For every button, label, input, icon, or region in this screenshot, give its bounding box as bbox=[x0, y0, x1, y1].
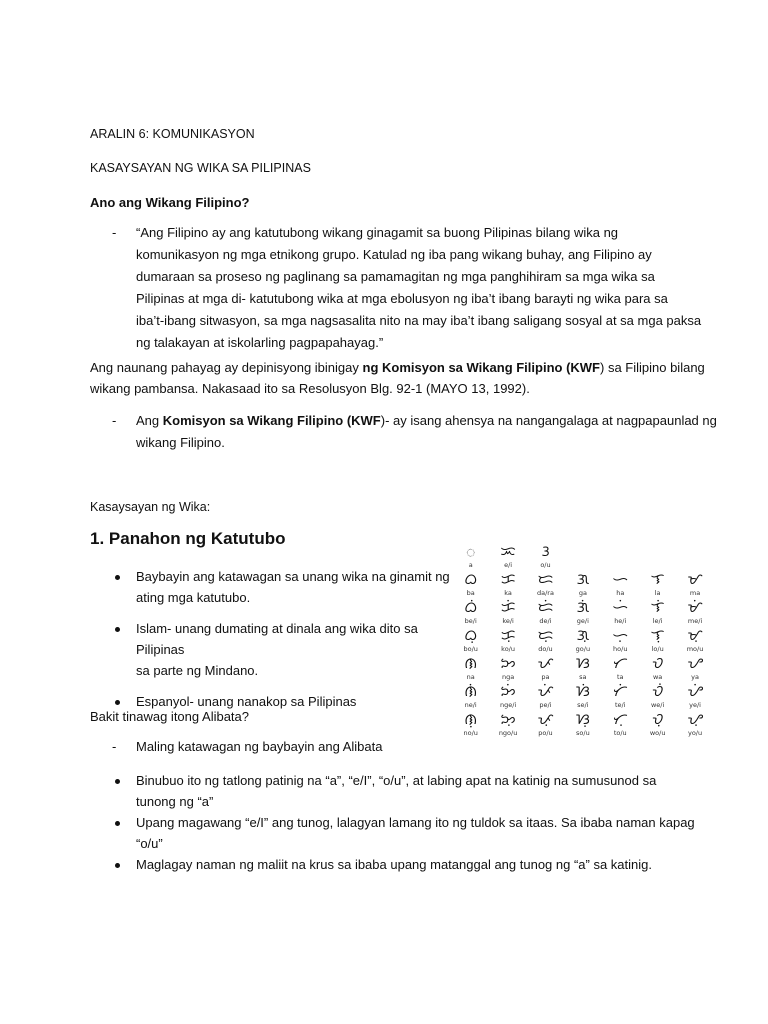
quote-line: iba’t-ibang sitwasyon, sa mga nagsasalita nito na may iba’t ibang saligang sosyal at sa mga paksa bbox=[136, 313, 702, 328]
glyph-caption: ha bbox=[616, 589, 625, 597]
quote-line: dumaraan sa proseso ng paglinang sa pamamagitan ng mga panghihiram sa mga wika sa bbox=[136, 269, 655, 284]
baybayin-glyph: ᜃᜒ bbox=[500, 598, 516, 616]
glyph-caption: e/i bbox=[504, 561, 513, 569]
quote-line: ng talakayan at iskolarling pagpapahayag.” bbox=[136, 335, 384, 350]
chart-cell bbox=[452, 542, 489, 570]
dash-marker: - bbox=[112, 739, 117, 754]
chart-cell bbox=[676, 654, 713, 682]
glyph-caption: ho/u bbox=[613, 645, 628, 653]
bottom-bullet-list bbox=[90, 770, 730, 875]
baybayin-glyph: ᜑᜒ bbox=[612, 598, 629, 616]
baybayin-glyph: ᜆ bbox=[612, 654, 628, 672]
chart-cell bbox=[639, 570, 676, 598]
bullet-line: Upang magawang “e/I” ang tunog, lalagyan lamang ito ng tuldok sa itaas. Sa ibaba naman kapag bbox=[136, 815, 695, 830]
glyph-caption: se/i bbox=[577, 701, 589, 709]
baybayin-glyph: ᜎ bbox=[650, 570, 665, 588]
baybayin-glyph: ᜌ bbox=[687, 654, 703, 672]
chart-cell bbox=[452, 682, 489, 710]
chart-cell bbox=[452, 626, 489, 654]
bullet-dot bbox=[115, 863, 120, 868]
kwf-line-1 bbox=[136, 410, 730, 432]
history-label: Kasaysayan ng Wika: bbox=[90, 500, 211, 514]
glyph-caption: na bbox=[466, 673, 475, 681]
alibata-list bbox=[90, 736, 490, 758]
chart-cell bbox=[676, 598, 713, 626]
glyph-caption: no/u bbox=[463, 729, 478, 737]
glyph-caption: nga bbox=[501, 673, 515, 681]
bullet-dot bbox=[115, 821, 120, 826]
chart-cell bbox=[676, 682, 713, 710]
glyph-caption: be/i bbox=[464, 617, 477, 625]
glyph-caption: ta bbox=[616, 673, 624, 681]
chart-cell bbox=[489, 710, 526, 738]
kwf-text: )- ay isang ahensya na nangangalaga at nagpapaunlad ng bbox=[380, 413, 717, 428]
bullet-dot bbox=[115, 779, 120, 784]
glyph-caption: te/i bbox=[614, 701, 626, 709]
chart-cell bbox=[564, 626, 601, 654]
chart-cell bbox=[602, 626, 639, 654]
glyph-caption: ba bbox=[466, 589, 475, 597]
baybayin-glyph: ᜃ bbox=[500, 570, 516, 588]
glyph-caption: wo/u bbox=[649, 729, 666, 737]
definition-bold: ng Komisyon sa Wikang Filipino (KWF bbox=[362, 360, 600, 375]
bullet-dot bbox=[115, 575, 120, 580]
baybayin-glyph: ᜄ bbox=[576, 570, 590, 588]
definition-text: Ang naunang pahayag ay depinisyong ibinigay bbox=[90, 360, 363, 375]
chart-cell bbox=[452, 654, 489, 682]
glyph-caption: to/u bbox=[613, 729, 627, 737]
alibata-item bbox=[90, 736, 490, 758]
bullet-dot bbox=[115, 700, 120, 705]
chart-cell bbox=[602, 710, 639, 738]
bottom-bullet bbox=[90, 854, 730, 875]
period-bullet-list bbox=[90, 566, 460, 712]
chart-cell bbox=[489, 570, 526, 598]
baybayin-glyph: ᜆᜓ bbox=[612, 710, 628, 728]
baybayin-glyph: ᜏ bbox=[651, 654, 664, 672]
baybayin-glyph: ᜐᜒ bbox=[575, 682, 590, 700]
section-title: KASAYSAYAN NG WIKA SA PILIPINAS bbox=[90, 161, 311, 175]
chart-cell bbox=[527, 598, 564, 626]
definition-line-2: wikang pambansa. Nakasaad ito sa Resolusyon Blg. 92-1 (MAYO 13, 1992). bbox=[90, 381, 530, 396]
baybayin-glyph: ᜌᜒ bbox=[687, 682, 703, 700]
quote-line: komunikasyon ng mga etnikong grupo. Katulad ng iba pang wikang buhay, ang Filipino ay bbox=[136, 247, 652, 262]
baybayin-glyph: ᜇᜓ bbox=[537, 626, 554, 644]
chart-cell bbox=[452, 570, 489, 598]
period-bullet bbox=[90, 618, 460, 681]
chart-row bbox=[452, 598, 734, 626]
glyph-caption: ne/i bbox=[464, 701, 477, 709]
glyph-caption: ya bbox=[691, 673, 699, 681]
chart-cell bbox=[527, 654, 564, 682]
baybayin-glyph: ᜄᜓ bbox=[576, 626, 590, 644]
glyph-caption: ke/i bbox=[502, 617, 514, 625]
kwf-text: Ang bbox=[136, 413, 163, 428]
chart-cell bbox=[564, 710, 601, 738]
kwf-item bbox=[90, 410, 730, 454]
glyph-caption: wa bbox=[652, 673, 663, 681]
chart-cell bbox=[452, 710, 489, 738]
chart-cell bbox=[676, 710, 713, 738]
definition-text: ) sa Filipino bilang bbox=[600, 360, 705, 375]
chart-row bbox=[452, 570, 734, 598]
dash-marker: - bbox=[112, 413, 117, 428]
bullet-line: sa parte ng Mindano. bbox=[136, 663, 259, 678]
glyph-caption: me/i bbox=[687, 617, 703, 625]
glyph-caption: la bbox=[654, 589, 661, 597]
glyph-caption: we/i bbox=[650, 701, 665, 709]
definition-paragraph bbox=[90, 357, 730, 399]
baybayin-glyph: ᜏᜒ bbox=[651, 682, 664, 700]
chart-cell bbox=[452, 598, 489, 626]
glyph-caption: ge/i bbox=[576, 617, 589, 625]
kwf-list bbox=[90, 410, 730, 454]
baybayin-glyph: ᜉᜓ bbox=[537, 710, 554, 728]
bullet-line: Islam- unang dumating at dinala ang wika dito sa Pilipinas bbox=[136, 621, 418, 657]
period-heading: 1. Panahon ng Katutubo bbox=[90, 529, 286, 548]
baybayin-chart bbox=[452, 542, 734, 738]
glyph-caption: do/u bbox=[538, 645, 553, 653]
baybayin-glyph: ᜐ bbox=[575, 654, 590, 672]
glyph-caption: o/u bbox=[540, 561, 551, 569]
glyph-caption: a bbox=[468, 561, 473, 569]
glyph-caption: ye/i bbox=[689, 701, 701, 709]
kwf-line-2: wikang Filipino. bbox=[136, 435, 225, 450]
chart-cell bbox=[676, 570, 713, 598]
chart-row bbox=[452, 654, 734, 682]
glyph-caption: ka bbox=[504, 589, 512, 597]
chart-row bbox=[452, 626, 734, 654]
glyph-caption: ngo/u bbox=[498, 729, 518, 737]
glyph-caption: ko/u bbox=[501, 645, 515, 653]
quote-list bbox=[90, 222, 730, 354]
baybayin-glyph: ᜐᜓ bbox=[575, 710, 590, 728]
glyph-caption: so/u bbox=[576, 729, 590, 737]
bullet-line: Binubuo ito ng tatlong patinig na “a”, “e/I”, “o/u”, at labing apat na katinig na sumusunod sa bbox=[136, 773, 657, 788]
baybayin-glyph: ᜋᜒ bbox=[687, 598, 703, 616]
baybayin-glyph: ᜂ bbox=[541, 542, 550, 560]
quote-item bbox=[90, 222, 730, 354]
baybayin-glyph: ᜄᜒ bbox=[576, 598, 590, 616]
chart-cell bbox=[639, 654, 676, 682]
baybayin-glyph: ᜋᜓ bbox=[687, 626, 703, 644]
glyph-caption: bo/u bbox=[463, 645, 478, 653]
baybayin-glyph: ᜀ bbox=[466, 542, 476, 560]
question-heading: Ano ang Wikang Filipino? bbox=[90, 195, 250, 210]
why-question: Bakit tinawag itong Alibata? bbox=[90, 709, 249, 724]
bullet-line: “o/u” bbox=[136, 836, 163, 851]
alibata-text: Maling katawagan ng baybayin ang Alibata bbox=[136, 739, 383, 754]
glyph-caption: de/i bbox=[539, 617, 552, 625]
baybayin-glyph: ᜈᜒ bbox=[464, 682, 478, 700]
baybayin-glyph: ᜃᜓ bbox=[500, 626, 516, 644]
glyph-caption: pe/i bbox=[539, 701, 552, 709]
chart-cell bbox=[564, 570, 601, 598]
chart-row bbox=[452, 710, 734, 738]
glyph-caption: po/u bbox=[538, 729, 553, 737]
baybayin-glyph: ᜑᜓ bbox=[612, 626, 629, 644]
lesson-title: ARALIN 6: KOMUNIKASYON bbox=[90, 127, 255, 141]
baybayin-glyph: ᜑ bbox=[612, 570, 629, 588]
baybayin-glyph: ᜅᜓ bbox=[500, 710, 516, 728]
baybayin-glyph: ᜏᜓ bbox=[651, 710, 664, 728]
baybayin-glyph: ᜉ bbox=[537, 654, 554, 672]
baybayin-glyph: ᜁ bbox=[500, 542, 516, 560]
baybayin-glyph: ᜎᜓ bbox=[650, 626, 665, 644]
chart-row bbox=[452, 682, 734, 710]
chart-row bbox=[452, 542, 734, 570]
glyph-caption: mo/u bbox=[686, 645, 704, 653]
period-bullet bbox=[90, 566, 460, 608]
chart-cell bbox=[602, 682, 639, 710]
baybayin-glyph: ᜉᜒ bbox=[537, 682, 554, 700]
glyph-caption: ga bbox=[578, 589, 587, 597]
bullet-line: Espanyol- unang nanakop sa Pilipinas bbox=[136, 694, 357, 709]
glyph-caption: lo/u bbox=[651, 645, 664, 653]
glyph-caption: he/i bbox=[614, 617, 627, 625]
chart-cell bbox=[489, 542, 526, 570]
baybayin-glyph: ᜋ bbox=[687, 570, 703, 588]
chart-cell bbox=[527, 542, 564, 570]
chart-cell bbox=[639, 710, 676, 738]
baybayin-glyph: ᜅᜒ bbox=[500, 682, 516, 700]
quote-line: Pilipinas at mga di- katutubong wika at mga ebolusyon ng iba’t ibang barayti ng wika para sa bbox=[136, 291, 668, 306]
chart-cell bbox=[564, 598, 601, 626]
baybayin-glyph: ᜌᜓ bbox=[687, 710, 703, 728]
chart-cell bbox=[602, 598, 639, 626]
chart-cell bbox=[564, 682, 601, 710]
baybayin-glyph: ᜅ bbox=[500, 654, 516, 672]
chart-cell bbox=[489, 682, 526, 710]
chart-cell bbox=[489, 654, 526, 682]
quote-line: “Ang Filipino ay ang katutubong wikang ginagamit sa buong Pilipinas bilang wika ng bbox=[136, 225, 619, 240]
baybayin-glyph: ᜎᜒ bbox=[650, 598, 665, 616]
chart-cell bbox=[527, 710, 564, 738]
chart-cell bbox=[527, 570, 564, 598]
bottom-bullet bbox=[90, 812, 730, 854]
glyph-caption: go/u bbox=[575, 645, 591, 653]
baybayin-glyph: ᜈᜓ bbox=[464, 710, 478, 728]
definition-line-1 bbox=[90, 357, 730, 378]
glyph-caption: pa bbox=[541, 673, 550, 681]
bullet-dot bbox=[115, 627, 120, 632]
bottom-bullet bbox=[90, 770, 730, 812]
chart-cell bbox=[564, 654, 601, 682]
chart-cell bbox=[489, 598, 526, 626]
baybayin-glyph: ᜇ bbox=[537, 570, 554, 588]
baybayin-glyph: ᜆᜒ bbox=[612, 682, 628, 700]
glyph-caption: nge/i bbox=[499, 701, 517, 709]
glyph-caption: le/i bbox=[652, 617, 663, 625]
kwf-bold: Komisyon sa Wikang Filipino (KWF bbox=[162, 413, 381, 428]
glyph-caption: yo/u bbox=[687, 729, 703, 737]
baybayin-glyph: ᜊᜓ bbox=[464, 626, 478, 644]
chart-cell bbox=[489, 626, 526, 654]
chart-cell bbox=[527, 682, 564, 710]
dash-marker: - bbox=[112, 225, 117, 240]
chart-cell bbox=[639, 682, 676, 710]
baybayin-glyph: ᜈ bbox=[464, 654, 478, 672]
baybayin-glyph: ᜇᜒ bbox=[537, 598, 554, 616]
baybayin-glyph: ᜊ bbox=[464, 570, 478, 588]
bullet-line: tunong ng “a” bbox=[136, 794, 214, 809]
chart-cell bbox=[602, 654, 639, 682]
glyph-caption: ma bbox=[689, 589, 701, 597]
baybayin-glyph: ᜊᜒ bbox=[464, 598, 478, 616]
chart-cell bbox=[527, 626, 564, 654]
chart-cell bbox=[676, 626, 713, 654]
chart-cell bbox=[639, 598, 676, 626]
chart-cell bbox=[639, 626, 676, 654]
glyph-caption: sa bbox=[579, 673, 587, 681]
bullet-line: ating mga katutubo. bbox=[136, 590, 251, 605]
bullet-line: Baybayin ang katawagan sa unang wika na ginamit ng bbox=[136, 569, 450, 584]
bullet-line: Maglagay naman ng maliit na krus sa ibaba upang matanggal ang tunog ng “a” sa katinig. bbox=[136, 857, 652, 872]
chart-cell bbox=[602, 570, 639, 598]
glyph-caption: da/ra bbox=[536, 589, 554, 597]
